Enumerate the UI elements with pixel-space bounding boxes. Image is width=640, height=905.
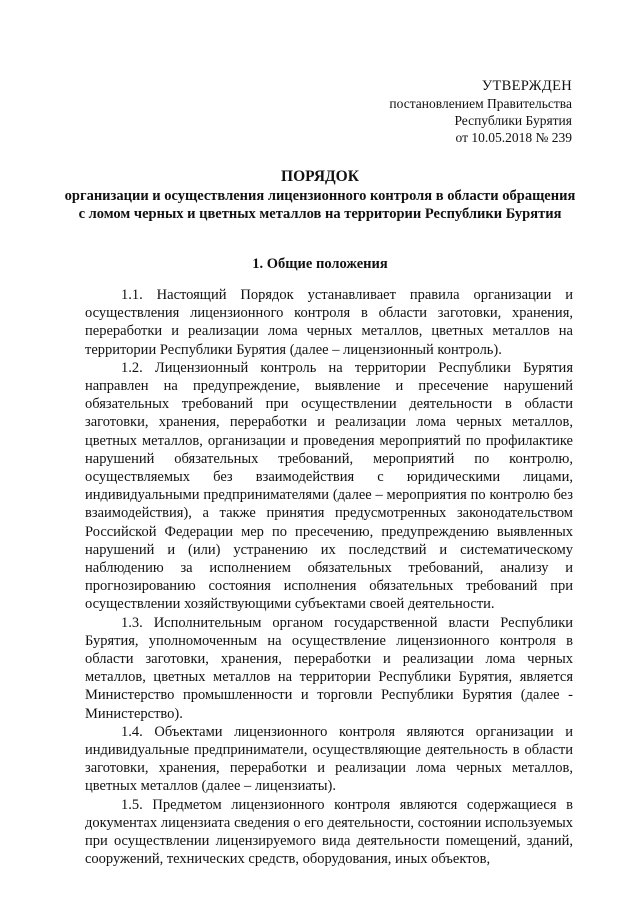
paragraph-1-3: 1.3. Исполнительным органом государственной власти Республики Бурятия, уполномоченным на осуществление лицензионного контроля в области заготовки, хранения, переработки и реализации лома черных металлов, цветных металлов на территории Республики Бурятия, является Министерство промышленности и торговли Республики Бурятия (далее - Министерство). [85,614,573,722]
paragraph-1-1: 1.1. Настоящий Порядок устанавливает правила организации и осуществления лицензионного контроля в области заготовки, хранения, переработки и реализации лома черных металлов, цветных металлов на территории Республики Бурятия (далее – лицензионный контроль). [85,287,573,358]
section-body [85,286,573,869]
document-title-block [0,166,640,223]
document-title: ПОРЯДОК [281,168,359,185]
paragraph-1-5: 1.5. Предметом лицензионного контроля являются содержащиеся в документах лицензиата сведения о его деятельности, состоянии используемых при осуществлении лицензируемого вида деятельности помещений, зданий, сооружений, технических средств, оборудования, иных объектов, [85,796,573,868]
paragraph-1-4: 1.4. Объектами лицензионного контроля являются организации и индивидуальные предприниматели, осуществляющие деятельность в области заготовки, хранения, переработки и реализации лома черных металлов, цветных металлов (далее – лицензиаты). [85,723,573,795]
approval-stamp [389,78,572,146]
approval-line-1: постановлением Правительства [389,96,572,111]
approval-line-3: от 10.05.2018 № 239 [455,130,572,145]
approval-title: УТВЕРЖДЕН [481,78,572,94]
section-heading: 1. Общие положения [252,256,388,272]
approval-line-2: Республики Бурятия [454,113,572,128]
document-subtitle: организации и осуществления лицензионного контроля в области обращения с ломом черных и цветных металлов на территории Республики Бурятия [64,188,576,222]
paragraph-1-2: 1.2. Лицензионный контроль на территории Республики Бурятия направлен на предупреждение, выявление и пресечение нарушений обязательных требований при осуществлении деятельности в области заготовки, хранения, переработки и реализации лома черных металлов, цветных металлов, организации и проведения мероприятий по профилактике нарушений обязательных требований, мероприятий по контролю, осуществляемых без взаимодействия с юридическими лицами, индивидуальными предпринимателями (далее – мероприятия по контролю без взаимодействия), а также принятия предусмотренных законодательством Российской Федерации мер по пресечению, предупреждению выявленных нарушений и (или) устранению их последствий и систематическому наблюдению за исполнением обязательных требований, анализу и прогнозированию состояния исполнения обязательных требований при осуществлении хозяйствующими субъектами своей деятельности. [85,359,573,613]
